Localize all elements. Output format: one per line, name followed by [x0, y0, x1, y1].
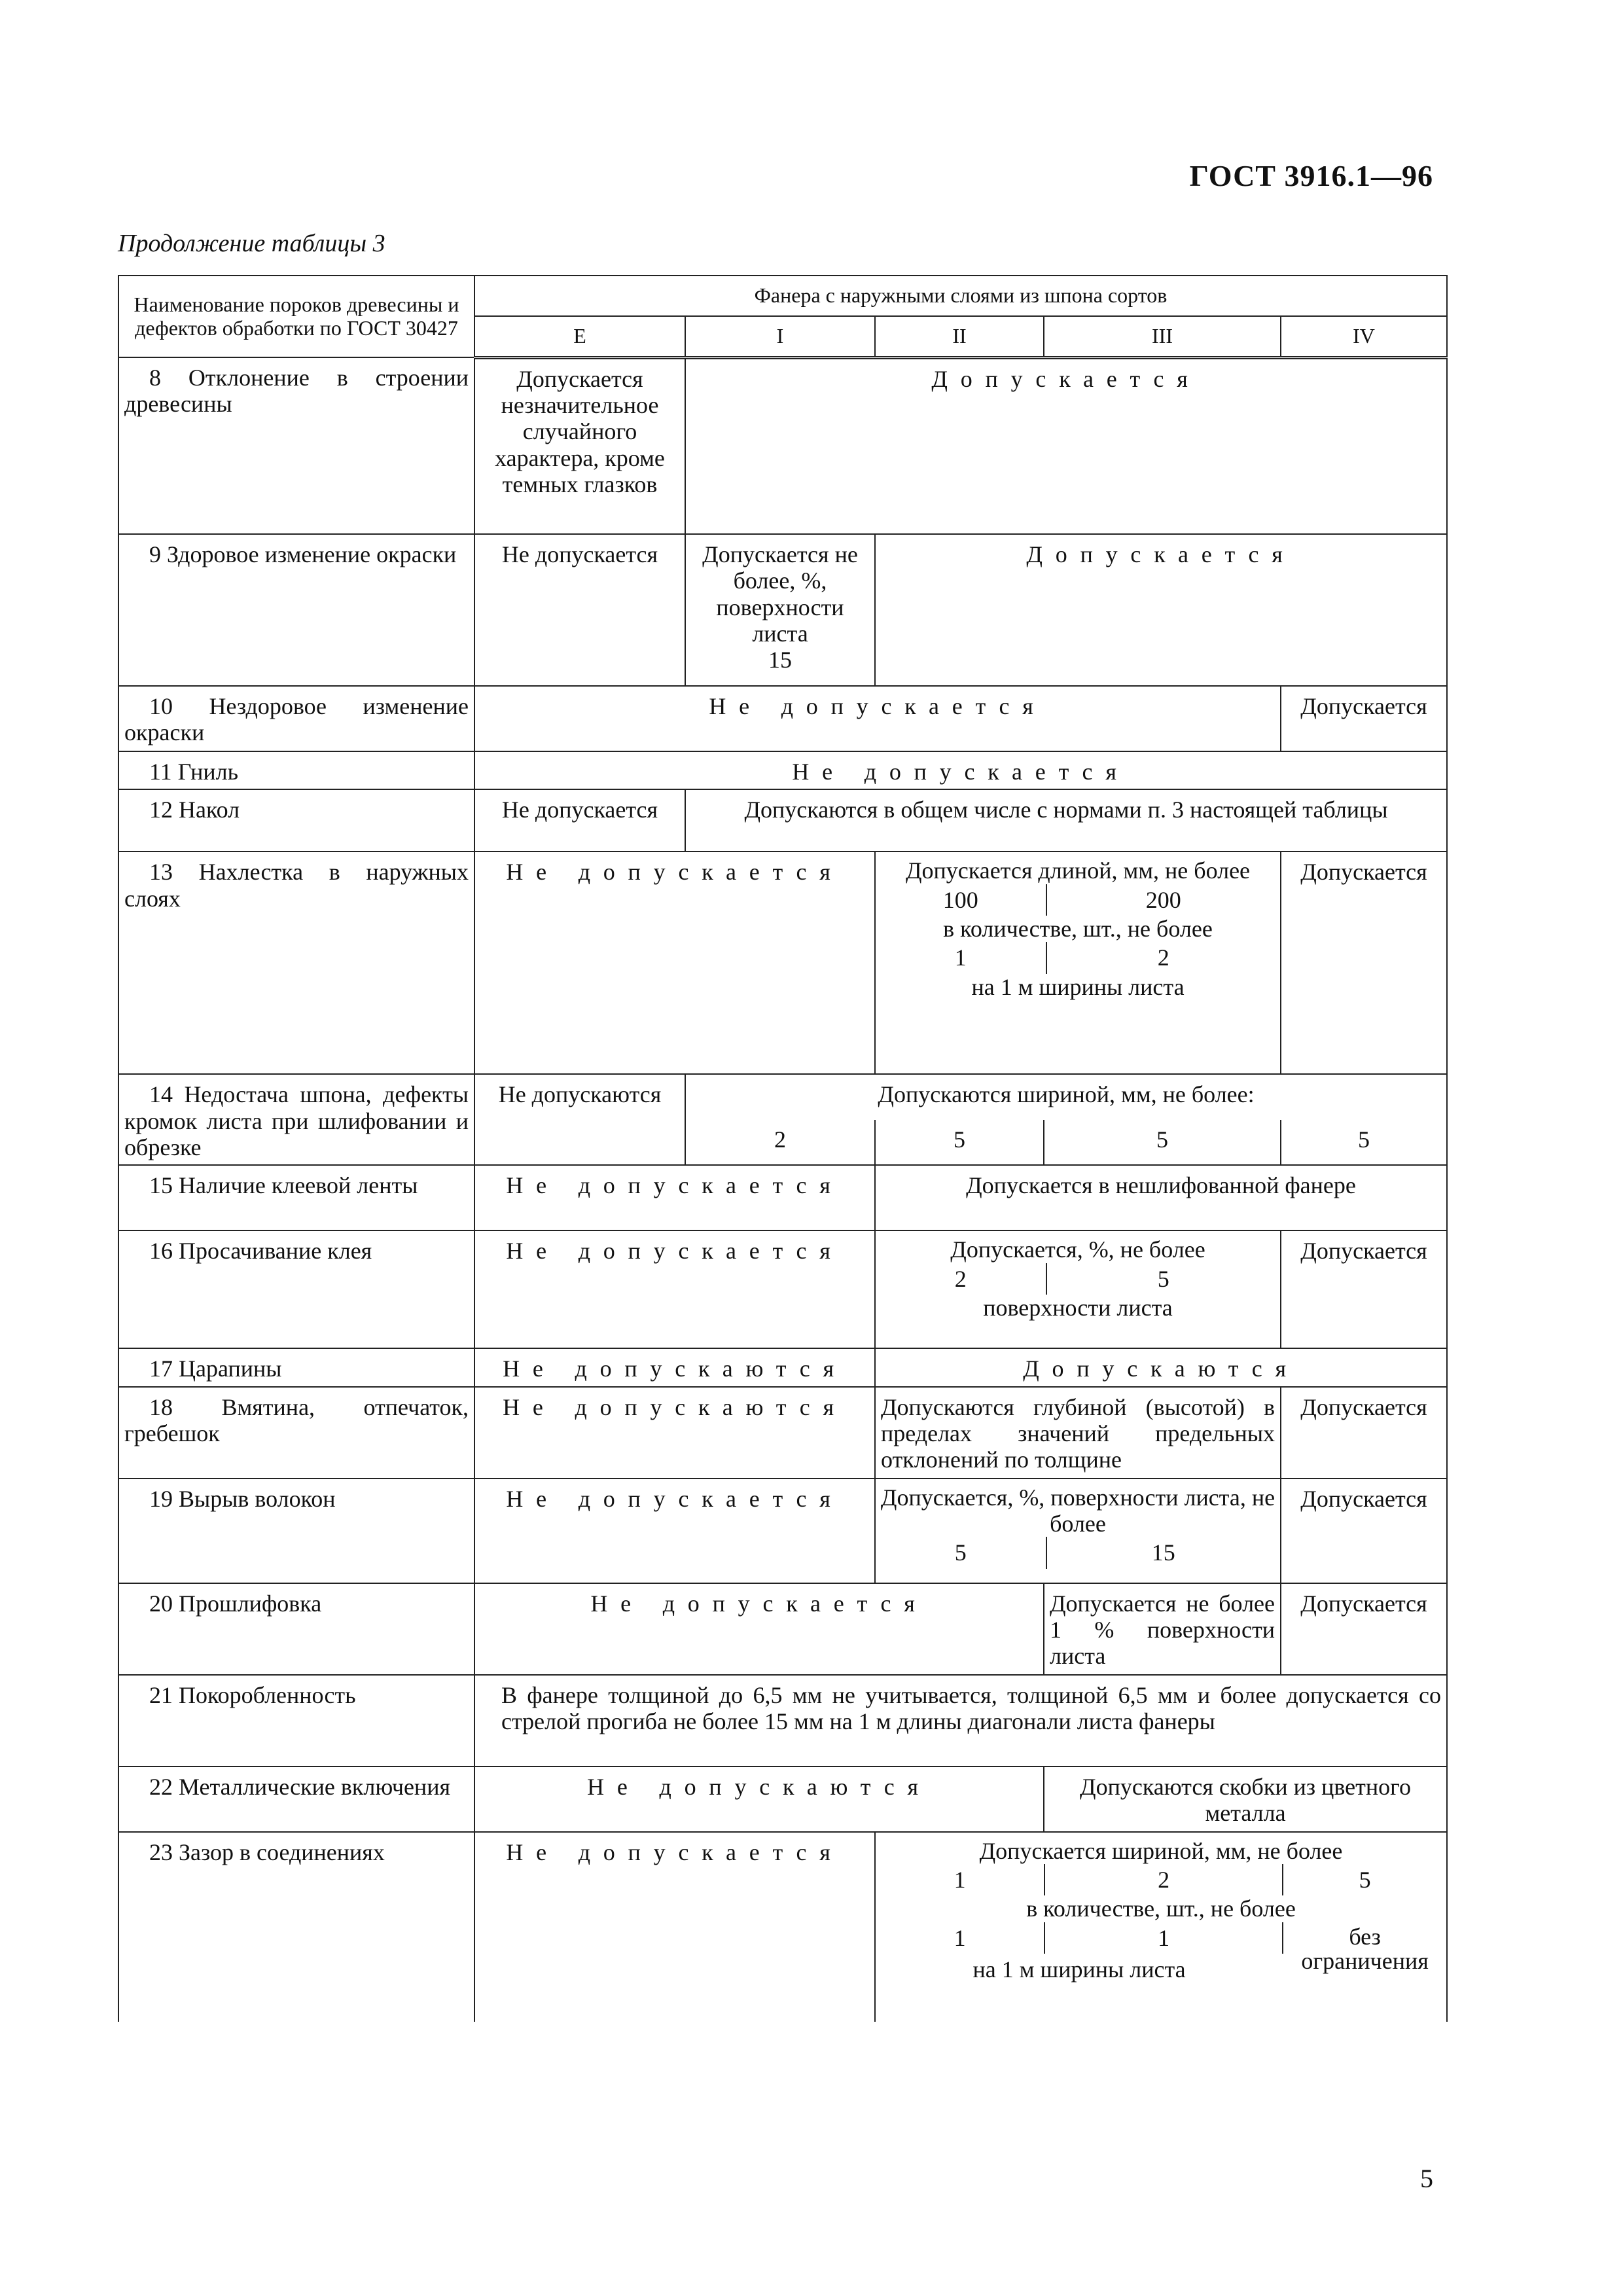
- table-row: [118, 1387, 1447, 1479]
- row-11-all-grades: Не допускается: [474, 751, 1447, 789]
- row-16-grades-e-i: Не допускается: [474, 1230, 875, 1348]
- row-14-rest-text: Допускаются шириной, мм, не более:: [685, 1074, 1447, 1119]
- row-13-grades-e-i: Не допускается: [474, 852, 875, 1074]
- row-15-grades-e-i: Не допускается: [474, 1165, 875, 1230]
- row-13-grades-ii-iii: Допускается длиной, мм, не более 100 200 в количестве, шт., не более 1 2 на 1 м ширины листа: [875, 852, 1281, 1074]
- header-grade-iii: III: [1044, 316, 1281, 357]
- page-number: 5: [1420, 2164, 1433, 2193]
- row-20-grades-e-ii: Не допускается: [474, 1583, 1044, 1675]
- row-10-grades-e-iii: Не допускается: [474, 686, 1281, 751]
- row-14-grade-i: 2: [685, 1120, 875, 1165]
- table-row: [118, 1348, 1447, 1386]
- row-21-name: 21 Покоробленность: [118, 1675, 474, 1767]
- row-17-grades-e-i: Не допускаются: [474, 1348, 875, 1386]
- row-14-name: 14 Недостача шпона, дефекты кромок листа при шлифовании и обрезке: [118, 1074, 474, 1165]
- row-8-grades-rest: Допускается: [685, 357, 1447, 534]
- table-row: [118, 1074, 1447, 1119]
- row-18-name: 18 Вмятина, отпечаток, гребешок: [118, 1387, 474, 1479]
- row-16-grade-iv: Допускается: [1281, 1230, 1447, 1348]
- row-15-grades-rest: Допускается в нешлифованной фанере: [875, 1165, 1447, 1230]
- row-19-grade-iv: Допускается: [1281, 1479, 1447, 1583]
- row-11-name: 11 Гниль: [118, 751, 474, 789]
- row-23-grades-rest: Допускается шириной, мм, не более 1 2 5 в количестве, шт., не более 1 1 без ограничения на 1 м ширины листа: [875, 1832, 1447, 2022]
- table-row: [118, 1165, 1447, 1230]
- row-9-name: 9 Здоровое изменение окраски: [118, 534, 474, 686]
- row-21-all-grades: В фанере толщиной до 6,5 мм не учитывается, толщиной 6,5 мм и более допускается со стрелой прогиба не более 15 мм на 1 м длины диагонали листа фанеры: [474, 1675, 1447, 1767]
- row-14-grade-ii: 5: [875, 1120, 1044, 1165]
- row-14-grade-iv: 5: [1281, 1120, 1447, 1165]
- row-20-grade-iii: Допускается не более 1 % поверхности листа: [1044, 1583, 1281, 1675]
- row-17-grades-rest: Допускаются: [875, 1348, 1447, 1386]
- row-10-name: 10 Нездоровое изменение окраски: [118, 686, 474, 751]
- table-row: [118, 789, 1447, 852]
- table-row: [118, 686, 1447, 751]
- row-18-grades-e-i: Не допускаются: [474, 1387, 875, 1479]
- row-9-grade-e: Не допускается: [474, 534, 685, 686]
- row-20-name: 20 Прошлифовка: [118, 1583, 474, 1675]
- row-12-grades-rest: Допускаются в общем числе с нормами п. 3 настоящей таблицы: [685, 789, 1447, 852]
- row-12-grade-e: Не допускается: [474, 789, 685, 852]
- row-8-grade-e: Допускается незначительное случайного характера, кроме темных глазков: [474, 357, 685, 534]
- row-9-grade-i: Допускается не более, %, поверхности листа 15: [685, 534, 875, 686]
- row-23-name: 23 Зазор в соединениях: [118, 1832, 474, 2022]
- row-19-name: 19 Вырыв волокон: [118, 1479, 474, 1583]
- header-grade-iv: IV: [1281, 316, 1447, 357]
- row-13-name: 13 Нахлестка в наружных слоях: [118, 852, 474, 1074]
- header-grade-i: I: [685, 316, 875, 357]
- row-23-grades-e-i: Не допускается: [474, 1832, 875, 2022]
- row-18-grade-iv: Допускается: [1281, 1387, 1447, 1479]
- row-19-grades-ii-iii: Допускается, %, поверхности листа, не более 5 15: [875, 1479, 1281, 1583]
- row-22-grades-rest: Допускаются скобки из цветного металла: [1044, 1767, 1447, 1832]
- row-10-grade-iv: Допускается: [1281, 686, 1447, 751]
- row-18-grades-ii-iii: Допускаются глубиной (высотой) в пределах значений предельных отклонений по толщине: [875, 1387, 1281, 1479]
- header-grade-ii: II: [875, 316, 1044, 357]
- defects-table: [118, 275, 1448, 2022]
- row-22-name: 22 Металлические включения: [118, 1767, 474, 1832]
- table-row: [118, 1230, 1447, 1348]
- row-12-name: 12 Накол: [118, 789, 474, 852]
- table-row: [118, 852, 1447, 1074]
- table-row: [118, 1479, 1447, 1583]
- header-grade-e: E: [474, 316, 685, 357]
- table-row: [118, 534, 1447, 686]
- row-16-grades-ii-iii: Допускается, %, не более 2 5 поверхности листа: [875, 1230, 1281, 1348]
- row-9-grades-rest: Допускается: [875, 534, 1447, 686]
- table-row: [118, 1767, 1447, 1832]
- header-grades-group: Фанера с наружными слоями из шпона сортов: [474, 276, 1447, 316]
- row-22-grades-e-ii: Не допускаются: [474, 1767, 1044, 1832]
- table-caption: Продолжение таблицы 3: [118, 230, 385, 257]
- table-row: [118, 1832, 1447, 2022]
- row-15-name: 15 Наличие клеевой ленты: [118, 1165, 474, 1230]
- row-17-name: 17 Царапины: [118, 1348, 474, 1386]
- row-19-grades-e-i: Не допускается: [474, 1479, 875, 1583]
- header-defect-name: Наименование пороков древесины и дефектов обработки по ГОСТ 30427: [118, 276, 474, 357]
- table-row: [118, 751, 1447, 789]
- row-8-name: 8 Отклонение в строении древесины: [118, 357, 474, 534]
- table-row: [118, 357, 1447, 534]
- table-row: [118, 1583, 1447, 1675]
- row-20-grade-iv: Допускается: [1281, 1583, 1447, 1675]
- document-code: ГОСТ 3916.1—96: [1189, 159, 1433, 192]
- row-14-grade-e: Не допускаются: [474, 1074, 685, 1165]
- row-16-name: 16 Просачивание клея: [118, 1230, 474, 1348]
- table-row: [118, 1675, 1447, 1767]
- row-13-grade-iv: Допускается: [1281, 852, 1447, 1074]
- row-14-grade-iii: 5: [1044, 1120, 1281, 1165]
